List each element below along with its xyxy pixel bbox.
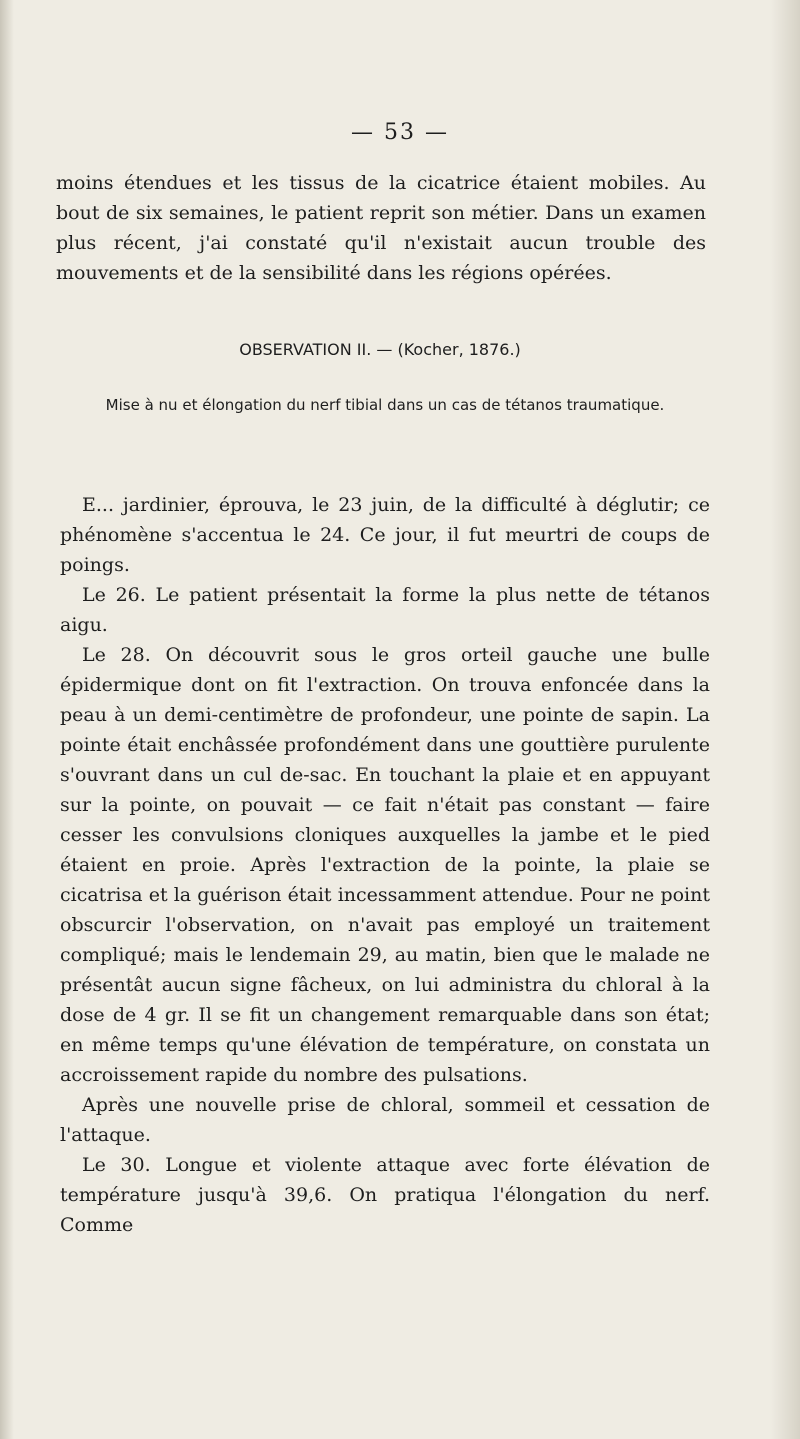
body-paragraph: Le 26. Le patient présentait la forme la plus nette de tétanos aigu. [60,584,710,636]
observation-subtitle: Mise à nu et élongation du nerf tibial dans un cas de tétanos traumatique. [105,396,665,414]
body-paragraph: Le 30. Longue et violente attaque avec forte élévation de température jusqu'à 39,6. On pratiqua l'élongation du nerf. Comme [60,1154,710,1236]
page-edge-shadow-right [770,0,800,1439]
page-number: — 53 — [351,120,449,145]
page-edge-shadow-left [0,0,14,1439]
body-paragraph: E... jardinier, éprouva, le 23 juin, de la difficulté à déglutir; ce phénomène s'accentua le 24. Ce jour, il fut meurtri de coups de poings. [60,494,710,576]
body-paragraph: Après une nouvelle prise de chloral, sommeil et cessation de l'attaque. [60,1094,710,1146]
intro-paragraph: moins étendues et les tissus de la cicatrice étaient mobiles. Au bout de six semaines, le patient reprit son métier. Dans un examen plus récent, j'ai constaté qu'il n'existait aucun trouble des mouvements et de la sensibilité dans les régions opérées. [56,172,706,284]
observation-heading: OBSERVATION II. — (Kocher, 1876.) [239,340,521,359]
body-paragraph: Le 28. On découvrit sous le gros orteil gauche une bulle épidermique dont on fit l'extraction. On trouva enfoncée dans la peau à un demi-centimètre de profondeur, une pointe de sapin. La pointe était enchâssée profondément dans une gouttière purulente s'ouvrant dans un cul de-sac. En touchant la plaie et en appuyant sur la pointe, on pouvait — ce fait n'était pas constant — faire cesser les convulsions cloniques auxquelles la jambe et le pied étaient en proie. Après l'extraction de la pointe, la plaie se cicatrisa et la guérison était incessamment attendue. Pour ne point obscurcir l'observation, on n'avait pas employé un traitement compliqué; mais le lendemain 29, au matin, bien que le malade ne présentât aucun signe fâcheux, on lui administra du chloral à la dose de 4 gr. Il se fit un changement remarquable dans son état; en même temps qu'une élévation de température, on constata un accroissement rapide du nombre des pulsations. [60,644,710,1086]
observation-body [60,490,710,1240]
